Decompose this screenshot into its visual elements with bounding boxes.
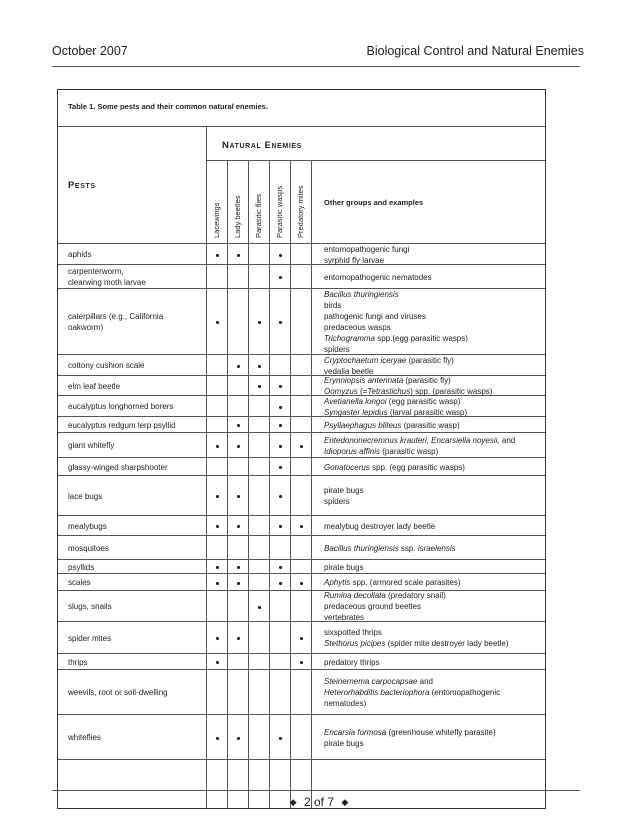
other-groups-line [324, 322, 468, 333]
other-groups-text: spiders [324, 345, 350, 354]
other-groups [324, 543, 456, 554]
other-groups [324, 590, 446, 623]
enemy-column-divider [227, 160, 228, 808]
row-divider [58, 535, 545, 536]
row-divider [58, 432, 545, 433]
presence-dot [216, 495, 219, 498]
page-number: 2 of 7 [303, 795, 335, 809]
pest-name [68, 266, 146, 288]
pests-heading: Pests [68, 180, 96, 191]
pest-name-line: slugs, snails [68, 602, 112, 611]
other-groups-text: Oomyzus [324, 387, 358, 396]
other-groups [324, 355, 454, 377]
pest-name [68, 543, 109, 554]
presence-dot [279, 495, 282, 498]
presence-dot [279, 737, 282, 740]
other-groups-text: (greenhouse whitefly parasite) [386, 727, 496, 737]
other-groups-text: birds [324, 301, 342, 310]
other-groups-line [324, 255, 409, 266]
other-groups [324, 562, 364, 573]
other-groups-line [324, 698, 500, 709]
arrow-right-icon: ◆ [341, 797, 349, 807]
pest-name [68, 311, 163, 333]
other-groups-text: (spider mite destroyer lady beetle) [385, 639, 509, 648]
other-groups-line [324, 344, 468, 355]
arrow-left-icon: ◆ [289, 797, 297, 807]
other-groups-text: Tetrastichus [367, 387, 411, 396]
pest-name [68, 601, 112, 612]
other-groups-text: (parasitic wasp) [401, 420, 460, 430]
other-groups [324, 396, 467, 418]
pest-name-line: spider mites [68, 633, 112, 643]
other-groups-line [324, 543, 456, 554]
pest-name-line: whiteflies [68, 733, 101, 742]
other-groups-text: spp. (egg parasitic wasps) [369, 462, 465, 472]
pest-name [68, 732, 101, 743]
row-divider [58, 590, 545, 591]
other-groups-line [324, 300, 468, 311]
other-groups [324, 577, 461, 588]
pest-name-line: thrips [68, 657, 88, 667]
other-groups-line [324, 420, 460, 431]
row-divider [58, 264, 545, 265]
other-groups [324, 420, 460, 431]
pest-name-line: glassy-winged sharpshooter [68, 462, 168, 472]
column-header-predatory-mites: Predatory mites [296, 185, 305, 238]
presence-dot [279, 466, 282, 469]
other-groups-text: syrphid fly larvae [324, 255, 385, 265]
other-groups [324, 657, 380, 668]
column-header-lacewings: Lacewings [212, 202, 221, 238]
pest-name-line: scales [68, 578, 91, 587]
other-groups-text: Heterorhabditis bacteriophora [324, 688, 430, 697]
row-divider [58, 475, 545, 476]
presence-dot [279, 321, 282, 324]
other-groups [324, 485, 364, 507]
presence-dot [300, 445, 303, 448]
presence-dot [279, 254, 282, 257]
row-divider [58, 653, 545, 654]
column-header-parasitic-flies: Parasitic flies [254, 193, 263, 238]
other-groups-line [324, 289, 468, 300]
presence-dot [279, 445, 282, 448]
pest-name-line: giant whitefly [68, 441, 115, 450]
presence-dot [216, 525, 219, 528]
other-groups-text: Idioporus affinis [324, 446, 381, 456]
enemy-column-divider [269, 160, 270, 808]
other-groups-line [324, 311, 468, 322]
other-groups-text: vertebrates [324, 613, 365, 622]
other-groups-line [324, 333, 468, 344]
other-groups-text: predatory thrips [324, 657, 380, 667]
other-groups-text: Stethorus picipes [324, 639, 386, 648]
presence-dot [279, 406, 282, 409]
other-groups-line [324, 272, 432, 283]
other-groups-heading: Other groups and examples [324, 198, 424, 207]
row-divider [58, 288, 545, 289]
other-groups-text: Cryptochaetum iceryae [324, 355, 407, 365]
pest-name-line: weevils, root or soil-dwelling [68, 688, 168, 697]
other-groups-line [324, 657, 380, 668]
enemies-divider [206, 160, 545, 161]
other-groups-text: Gonatocerus [324, 462, 370, 472]
presence-dot [237, 525, 240, 528]
other-groups-text: (egg parasitic wasp) [386, 396, 461, 406]
pest-name [68, 440, 114, 451]
header-title: Biological Control and Natural Enemies [366, 44, 584, 58]
other-groups-text: Aphytis [324, 578, 351, 587]
presence-dot [258, 365, 261, 368]
presence-dot [237, 566, 240, 569]
presence-dot [216, 321, 219, 324]
other-groups-text: spp. (armored scale parasites) [350, 578, 461, 587]
presence-dot [300, 525, 303, 528]
presence-dot [279, 276, 282, 279]
other-groups-text: spp.(egg parasitic wasps) [374, 334, 468, 343]
other-groups-text: Bacillus thuringiensis [324, 290, 399, 299]
pest-name-line: clearwing moth larvae [68, 278, 146, 287]
page-footer [0, 795, 638, 809]
other-groups-text: (parasitic fly) [403, 376, 451, 385]
other-groups-text: (entomopathogenic [429, 688, 501, 697]
presence-dot [237, 445, 240, 448]
other-groups-text: pirate bugs [324, 738, 364, 748]
pest-name [68, 687, 168, 698]
other-groups-text: Entedononecremnus krauteri, Encarsiella noyesii, [324, 435, 500, 445]
enemy-column-divider [248, 160, 249, 808]
row-divider [58, 354, 545, 355]
other-groups-text: nematodes) [324, 699, 367, 708]
other-groups-text: Bacillus thuringiensis [324, 543, 399, 553]
pest-name [68, 381, 120, 392]
pest-name-line: lace bugs [68, 491, 103, 501]
other-groups-text: Rumina decollata [324, 591, 386, 600]
other-groups-text: Psyllaephagus bliteus [324, 420, 402, 430]
other-groups-text: (= [357, 387, 368, 396]
presence-dot [216, 661, 219, 664]
row-divider [58, 243, 545, 244]
other-groups-text: sixspotted thrips [324, 628, 382, 637]
footer-rule [52, 790, 580, 791]
row-divider [58, 714, 545, 715]
header-rule [52, 66, 580, 67]
pest-name [68, 577, 91, 588]
table-caption: Table 1. Some pests and their common natural enemies. [68, 102, 268, 111]
presence-dot [300, 582, 303, 585]
other-groups-line [324, 396, 467, 407]
row-divider [58, 559, 545, 560]
pest-name-line: mealybugs [68, 521, 107, 531]
pest-name-line: eucalyptus longhorned borers [68, 402, 174, 411]
pest-name [68, 360, 145, 371]
pest-name [68, 657, 88, 668]
pest-name-line: elm leaf beetle [68, 381, 121, 391]
pest-name-line: carpenterworm, [68, 267, 124, 276]
presence-dot [258, 606, 261, 609]
natural-enemies-heading: Natural Enemies [222, 140, 302, 151]
other-groups [324, 289, 468, 355]
presence-dot [300, 661, 303, 664]
other-groups [324, 435, 515, 457]
presence-dot [216, 445, 219, 448]
pest-name [68, 521, 107, 532]
presence-dot [216, 737, 219, 740]
other-groups-line [324, 601, 446, 612]
pest-name [68, 462, 168, 473]
other-groups-text: predaceous wasps [324, 323, 391, 332]
other-groups-line [324, 435, 515, 446]
other-groups [324, 462, 465, 473]
other-groups-text: (parasitic wasp) [380, 446, 439, 456]
other-groups-text: Trichogramma [324, 334, 375, 343]
other-groups [324, 676, 500, 709]
other-groups-line [324, 496, 364, 507]
other-groups-line [324, 612, 446, 623]
other-groups-line [324, 407, 467, 418]
other-groups-text: spiders [324, 497, 350, 506]
other-groups-line [324, 627, 509, 638]
other-groups-text: predaceous ground beetles [324, 602, 421, 611]
other-groups-line [324, 727, 496, 738]
pest-name [68, 491, 102, 502]
pest-name [68, 401, 173, 412]
pest-column-divider [206, 126, 207, 808]
presence-dot [279, 582, 282, 585]
other-groups [324, 727, 496, 749]
pest-name [68, 420, 176, 431]
pest-name [68, 249, 92, 260]
other-groups-text: Steinernema carpocapsae [324, 677, 418, 686]
other-column-divider [311, 160, 312, 808]
other-groups [324, 627, 509, 649]
other-groups-text: entomopathogenic nematodes [324, 272, 432, 282]
presence-dot [258, 321, 261, 324]
pest-name-line: oakworm) [68, 323, 104, 332]
other-groups-text: (predatory snail) [385, 591, 446, 600]
presence-dot [258, 385, 261, 388]
presence-dot [279, 525, 282, 528]
other-groups [324, 272, 432, 283]
pest-name-line: caterpillars (e.g., California [68, 312, 164, 321]
other-groups-line [324, 687, 500, 698]
presence-dot [237, 424, 240, 427]
other-groups-line [324, 562, 364, 573]
enemy-column-divider [290, 160, 291, 808]
column-header-parasitic-wasps: Parasitic wasps [275, 185, 284, 238]
row-divider [58, 573, 545, 574]
row-divider [58, 759, 545, 760]
pest-name-line: eucalyptus redgum lerp psyllid [68, 420, 176, 430]
row-divider [58, 669, 545, 670]
other-groups-text: mealybug destroyer lady beetle [324, 521, 436, 531]
presence-dot [237, 365, 240, 368]
natural-enemies-table [57, 89, 546, 809]
other-groups-line [324, 446, 515, 457]
other-groups-line [324, 244, 409, 255]
other-groups-text: and [417, 677, 433, 686]
pest-name [68, 562, 94, 573]
pest-name-line: aphids [68, 250, 92, 259]
row-divider [58, 416, 545, 417]
pest-name-line: mosquitoes [68, 543, 109, 553]
presence-dot [279, 424, 282, 427]
other-groups-text: pathogenic fungi and viruses [324, 312, 426, 321]
other-groups [324, 375, 492, 397]
pest-name-line: psyllids [68, 562, 95, 572]
pest-name-line: cottony cushion scale [68, 361, 145, 370]
other-groups-text: entomopathogenic fungi [324, 244, 410, 254]
other-groups-line [324, 462, 465, 473]
other-groups-text: and [499, 435, 516, 445]
pest-name [68, 633, 111, 644]
row-divider [58, 621, 545, 622]
other-groups-text: pirate bugs [324, 562, 364, 572]
presence-dot [279, 385, 282, 388]
other-groups-text: ssp. [398, 543, 418, 553]
other-groups-line [324, 738, 496, 749]
presence-dot [237, 254, 240, 257]
other-groups-text: pirate bugs [324, 486, 364, 495]
other-groups [324, 244, 409, 266]
other-groups-line [324, 355, 454, 366]
other-groups-line [324, 375, 492, 386]
other-groups-text: Syngaster lepidus [324, 407, 388, 417]
header-date: October 2007 [52, 44, 128, 58]
other-groups-line [324, 590, 446, 601]
other-groups-text: (parasitic fly) [406, 355, 454, 365]
presence-dot [279, 566, 282, 569]
presence-dot [216, 582, 219, 585]
presence-dot [237, 495, 240, 498]
presence-dot [237, 582, 240, 585]
presence-dot [237, 737, 240, 740]
other-groups [324, 521, 435, 532]
caption-divider [58, 126, 545, 127]
column-header-lady-beetles: Lady beetles [233, 195, 242, 238]
other-groups-text: Erynniopsis antennata [324, 376, 404, 385]
other-groups-line [324, 485, 364, 496]
other-groups-line [324, 577, 461, 588]
other-groups-line [324, 521, 435, 532]
row-divider [58, 515, 545, 516]
presence-dot [300, 637, 303, 640]
other-groups-text: ) spp. (parasitic wasps) [410, 387, 493, 396]
other-groups-text: (larval parasitic wasp) [387, 407, 468, 417]
presence-dot [216, 254, 219, 257]
presence-dot [216, 637, 219, 640]
row-divider [58, 457, 545, 458]
other-groups-text: Avetianella longoi [324, 396, 387, 406]
other-groups-text: Encarsia formosa [324, 727, 387, 737]
other-groups-text: israelensis [417, 543, 456, 553]
other-groups-line [324, 676, 500, 687]
presence-dot [237, 637, 240, 640]
presence-dot [216, 566, 219, 569]
other-groups-line [324, 638, 509, 649]
other-groups-text: vedalia beetle [324, 366, 374, 376]
